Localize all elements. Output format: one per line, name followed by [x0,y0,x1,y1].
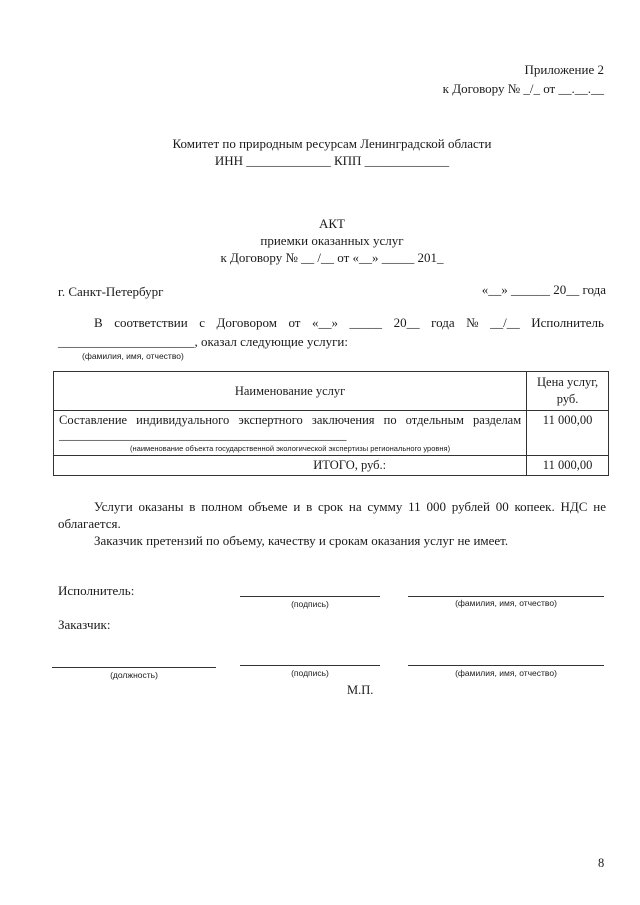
executor-signature-note: (подпись) [291,599,329,609]
services-statement: Услуги оказаны в полном объеме и в срок на сумму 11 000 рублей 00 копеек. НДС не облагается. [58,499,606,531]
executor-name-line [408,596,604,597]
intro-line-2: _____________________, оказал следующие услуги: [58,334,348,349]
act-subtitle: приемки оказанных услуг [260,233,404,248]
intro-word: соответствии [114,315,188,330]
intro-word: года [431,315,455,330]
intro-line-1 [94,315,604,331]
total-label: ИТОГО, руб.: [54,456,527,476]
service-description: Составление индивидуального экспертного заключения по отдельным разделам ______________________________________________ [59,413,522,442]
intro-word: Исполнитель [531,315,604,330]
intro-word: Договором [216,315,277,330]
act-contract-line: к Договору № __ /__ от «__» _____ 201_ [220,250,444,265]
no-claims-statement: Заказчик претензий по объему, качеству и срокам оказания услуг не имеет. [94,533,509,548]
intro-word: № [466,315,479,330]
appendix-label: Приложение 2 [524,62,604,77]
table-header-row [54,372,609,411]
intro-word: «__» [312,315,338,330]
intro-word: от [288,315,301,330]
column-header-service: Наименование услуг [54,372,527,411]
organization-name: Комитет по природным ресурсам Ленинградской области [172,136,492,151]
column-header-price: Цена услуг, руб. [527,372,609,411]
table-total-row [54,456,609,476]
customer-signature-line [240,665,380,666]
inn-kpp-line: ИНН _____________ КПП _____________ [214,153,450,168]
intro-word: 20__ [393,315,420,330]
intro-word: _____ [349,315,383,330]
city: г. Санкт-Петербург [58,284,164,299]
executor-label: Исполнитель: [58,583,135,598]
seal-placeholder: М.П. [347,683,374,697]
executor-signature-line [240,596,380,597]
table-row [54,411,609,456]
executor-name-note: (фамилия, имя, отчество) [82,351,184,361]
act-date: «__» ______ 20__ года [481,282,606,297]
intro-word: __/__ [490,315,520,330]
customer-label: Заказчик: [58,617,111,632]
total-price: 11 000,00 [527,456,609,476]
customer-fullname-note: (фамилия, имя, отчество) [455,668,557,678]
intro-word: В [94,315,103,330]
page-number: 8 [598,856,605,870]
customer-position-note: (должность) [110,670,158,680]
contract-reference: к Договору № _/_ от __.__.__ [442,81,604,96]
intro-word: с [199,315,205,330]
act-title: АКТ [319,216,345,231]
service-object-note: (наименование объекта государственной экологической экспертизы регионального уровня) [130,444,451,453]
customer-position-line [52,667,216,668]
executor-fullname-note: (фамилия, имя, отчество) [455,598,557,608]
customer-signature-note: (подпись) [291,668,329,678]
services-table [53,371,609,476]
service-price: 11 000,00 [527,411,609,456]
customer-name-line [408,665,604,666]
